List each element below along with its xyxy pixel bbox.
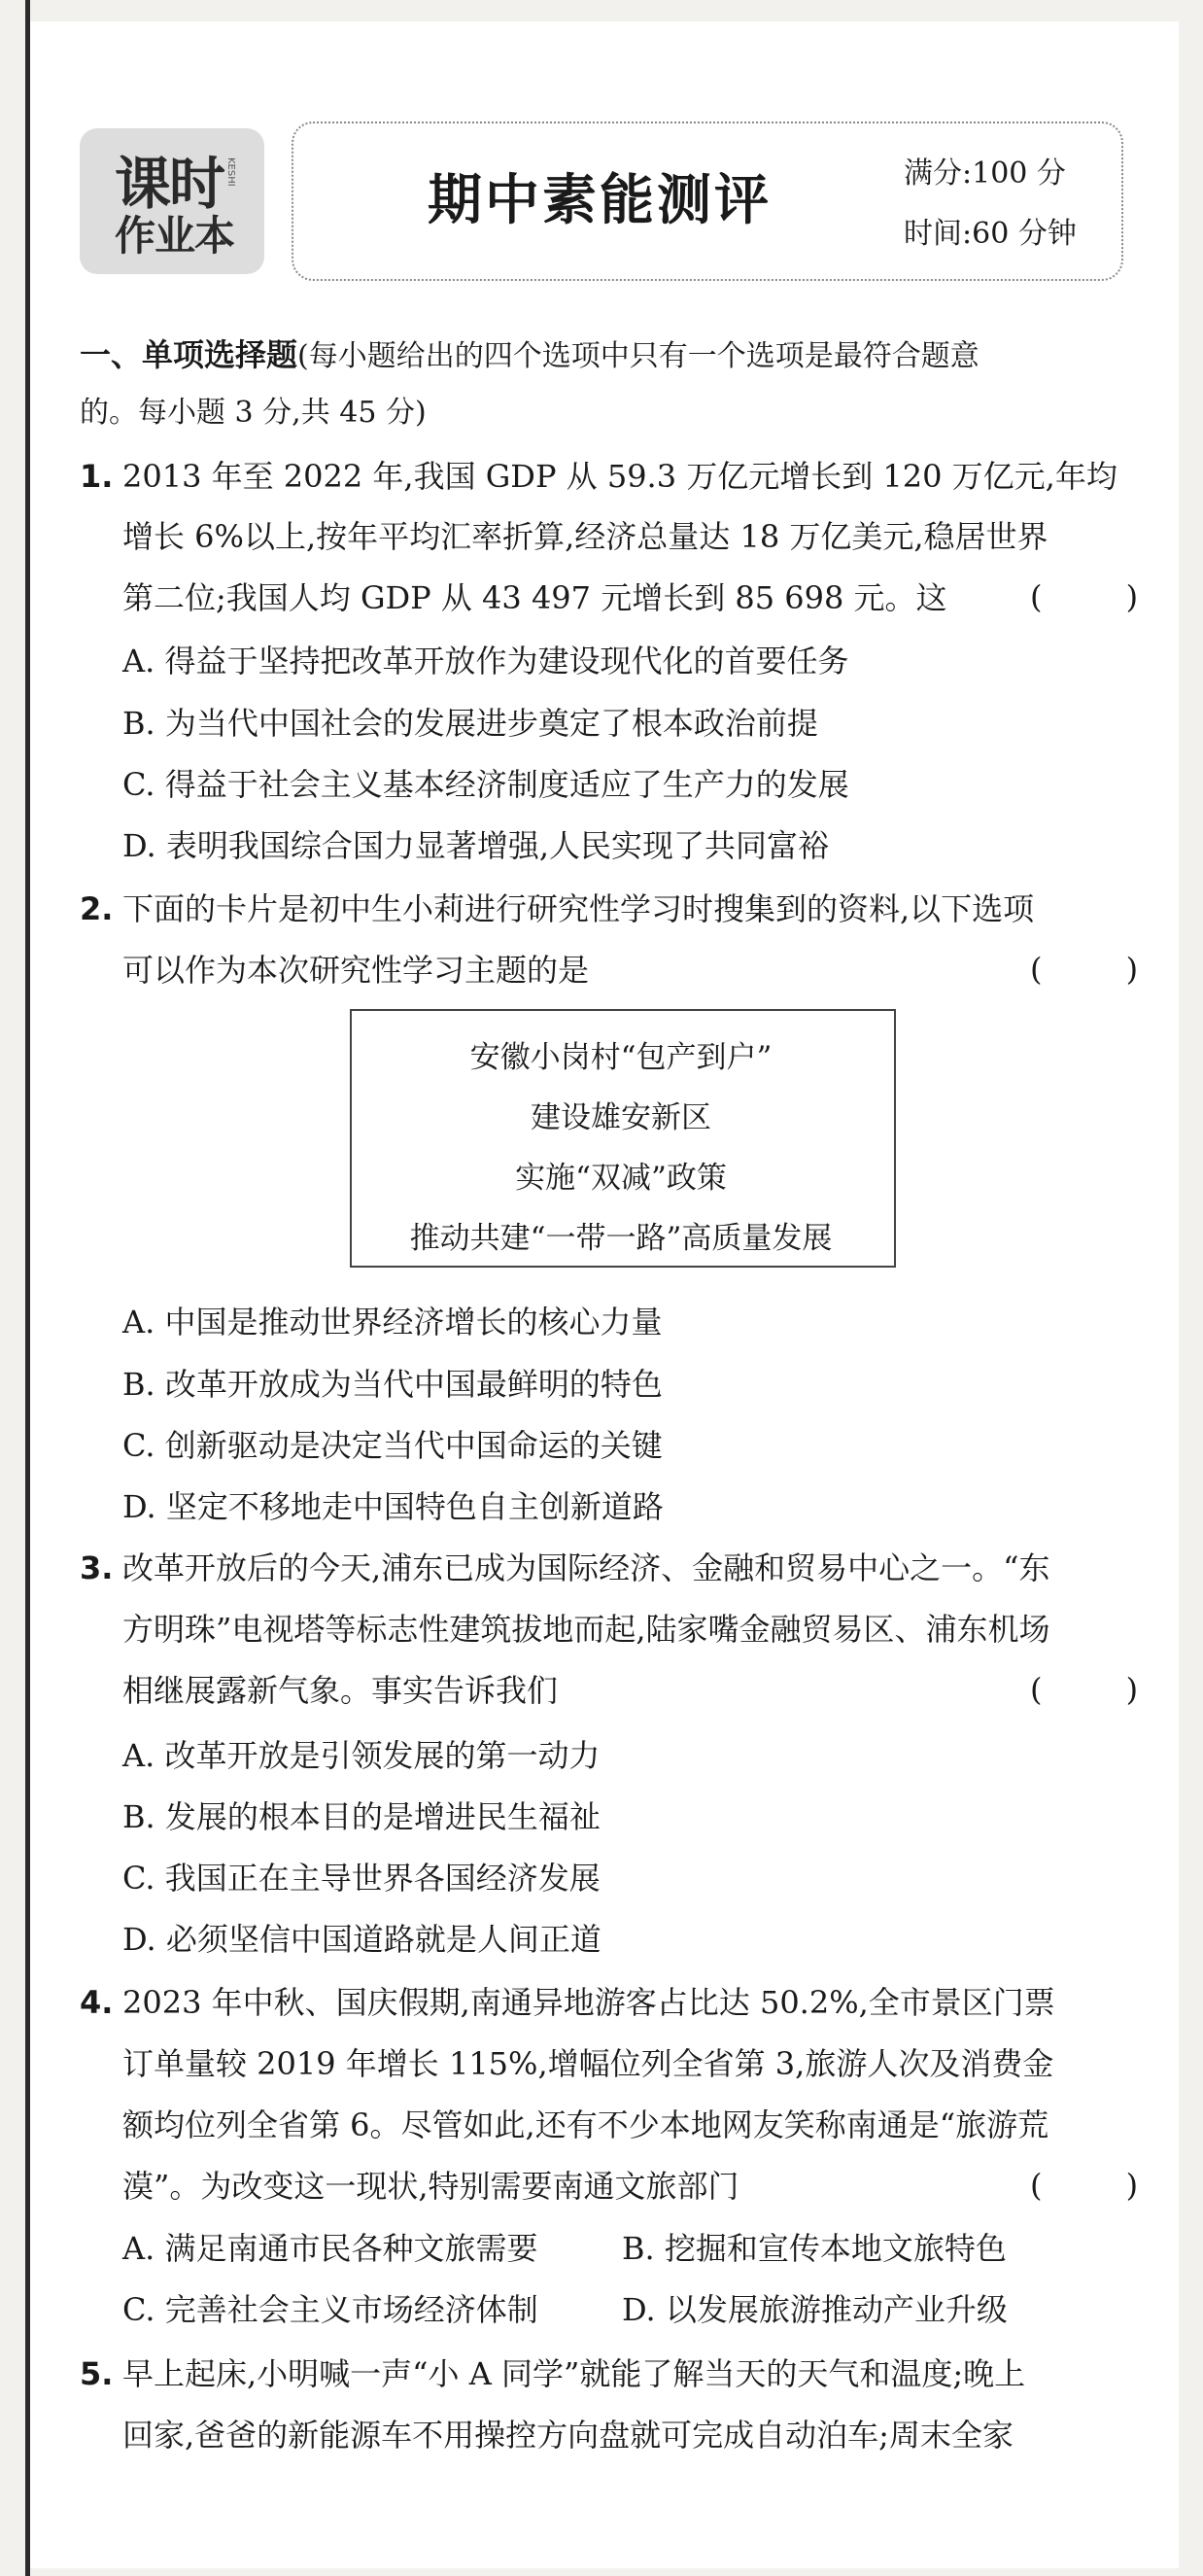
option-b[interactable]: B. 发展的根本目的是增进民生福祉	[122, 1798, 601, 1835]
logo-text-bottom: 作业本	[115, 212, 235, 260]
card-item: 实施“双减”政策	[515, 1161, 727, 1196]
question-text: 2013 年至 2022 年,我国 GDP 从 59.3 万亿元增长到 120 万亿元,年均	[122, 458, 1117, 495]
question-text: 增长 6%以上,按年平均汇率折算,经济总量达 18 万亿美元,稳居世界	[122, 518, 1048, 555]
card-item: 建设雄安新区	[531, 1100, 711, 1135]
logo-text-small: KESHI	[225, 157, 236, 187]
page-title: 期中素能测评	[428, 169, 772, 232]
exam-time: 时间:60 分钟	[904, 217, 1077, 251]
option-d[interactable]: D. 必须坚信中国道路就是人间正道	[122, 1921, 602, 1958]
option-b[interactable]: B. 为当代中国社会的发展进步奠定了根本政治前提	[122, 705, 818, 742]
question-text: 早上起床,小明喊一声“小 A 同学”就能了解当天的天气和温度;晚上	[122, 2355, 1026, 2392]
section-heading	[80, 335, 980, 376]
section-note: (每小题给出的四个选项中只有一个选项是最符合题意	[297, 339, 980, 373]
question-text: 订单量较 2019 年增长 115%,增幅位列全省第 3,旅游人次及消费金	[122, 2045, 1054, 2082]
binding-rule	[25, 0, 30, 2576]
option-a[interactable]: A. 改革开放是引领发展的第一动力	[122, 1737, 601, 1774]
answer-blank[interactable]: ( )	[1030, 578, 1176, 615]
question-text: 相继展露新气象。事实告诉我们	[122, 1672, 559, 1709]
question-text: 漠”。为改变这一现状,特别需要南通文旅部门	[122, 2168, 739, 2205]
exam-meta	[904, 144, 1077, 264]
logo-text-top: 课时	[115, 151, 224, 217]
option-d[interactable]: D. 以发展旅游推动产业升级	[622, 2291, 1008, 2328]
answer-blank[interactable]: ( )	[1030, 2167, 1176, 2204]
option-b[interactable]: B. 挖掘和宣传本地文旅特色	[622, 2230, 1007, 2267]
question-text: 第二位;我国人均 GDP 从 43 497 元增长到 85 698 元。这	[122, 579, 947, 616]
card-item: 推动共建“一带一路”高质量发展	[409, 1221, 833, 1256]
option-c[interactable]: C. 得益于社会主义基本经济制度适应了生产力的发展	[122, 766, 849, 803]
question-text: 方明珠”电视塔等标志性建筑拔地而起,陆家嘴金融贸易区、浦东机场	[122, 1611, 1050, 1648]
brand-logo	[80, 128, 264, 274]
answer-blank[interactable]: ( )	[1030, 1671, 1176, 1708]
question-number: 5.	[80, 2355, 114, 2392]
question-number: 2.	[80, 890, 114, 927]
question-text: 可以作为本次研究性学习主题的是	[122, 952, 590, 989]
question-text: 2023 年中秋、国庆假期,南通异地游客占比达 50.2%,全市景区门票	[122, 1984, 1055, 2021]
card-item: 安徽小岗村“包产到户”	[469, 1040, 773, 1075]
option-d[interactable]: D. 坚定不移地走中国特色自主创新道路	[122, 1488, 664, 1525]
question-number: 3.	[80, 1549, 114, 1586]
option-b[interactable]: B. 改革开放成为当代中国最鲜明的特色	[122, 1366, 663, 1403]
option-c[interactable]: C. 创新驱动是决定当代中国命运的关键	[122, 1427, 663, 1464]
option-d[interactable]: D. 表明我国综合国力显著增强,人民实现了共同富裕	[122, 827, 830, 864]
full-score: 满分:100 分	[904, 157, 1066, 191]
option-a[interactable]: A. 得益于坚持把改革开放作为建设现代化的首要任务	[122, 643, 849, 679]
question-text: 改革开放后的今天,浦东已成为国际经济、金融和贸易中心之一。“东	[122, 1549, 1050, 1586]
question-number: 4.	[80, 1984, 114, 2021]
question-text: 回家,爸爸的新能源车不用操控方向盘就可完成自动泊车;周末全家	[122, 2417, 1014, 2454]
answer-blank[interactable]: ( )	[1030, 951, 1176, 988]
question-text: 额均位列全省第 6。尽管如此,还有不少本地网友笑称南通是“旅游荒	[122, 2106, 1049, 2143]
section-title: 一、单项选择题	[80, 336, 298, 373]
option-a[interactable]: A. 中国是推动世界经济增长的核心力量	[122, 1304, 663, 1340]
option-c[interactable]: C. 我国正在主导世界各国经济发展	[122, 1860, 601, 1897]
option-c[interactable]: C. 完善社会主义市场经济体制	[122, 2291, 538, 2328]
question-number: 1.	[80, 458, 114, 495]
section-note-2: 的。每小题 3 分,共 45 分)	[80, 396, 427, 430]
option-a[interactable]: A. 满足南通市民各种文旅需要	[122, 2230, 538, 2267]
question-text: 下面的卡片是初中生小莉进行研究性学习时搜集到的资料,以下选项	[122, 890, 1035, 927]
